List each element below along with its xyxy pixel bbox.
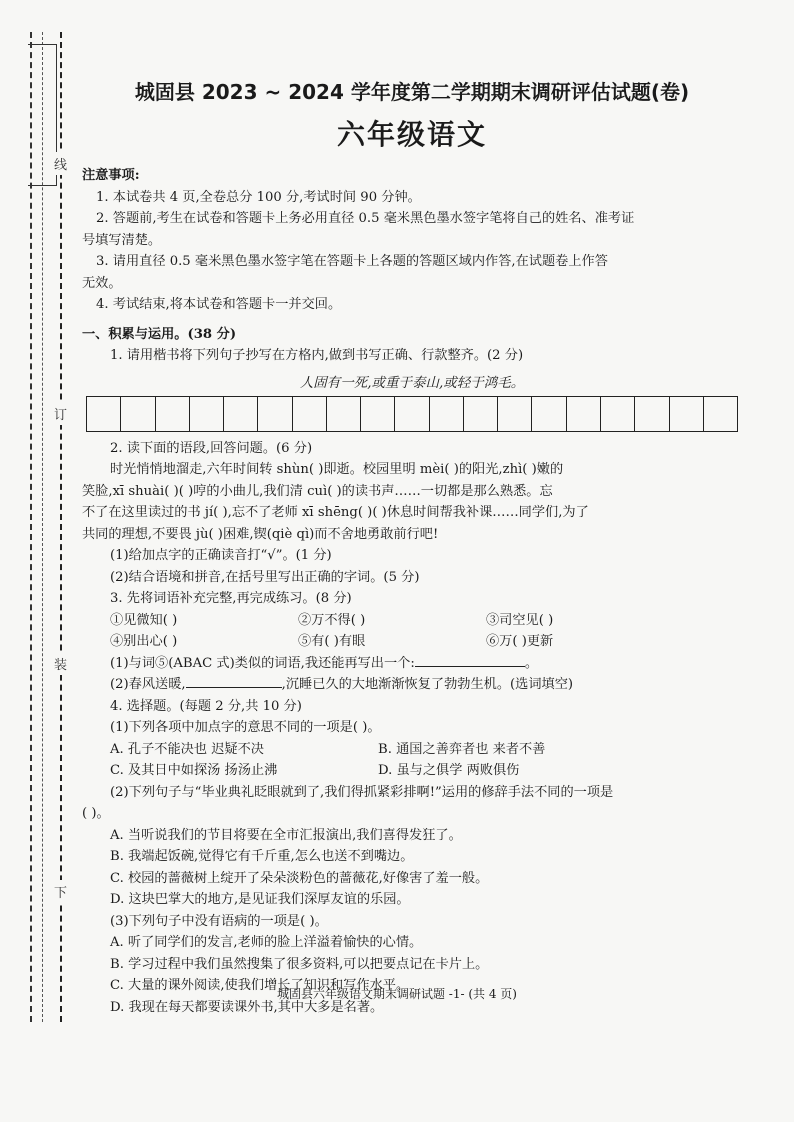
grid-cell[interactable] bbox=[361, 397, 395, 431]
grid-cell[interactable] bbox=[567, 397, 601, 431]
grid-cell[interactable] bbox=[327, 397, 361, 431]
choice-stem: (3)下列句子中没有语病的一项是( )。 bbox=[110, 913, 328, 929]
copy-sentence: 人固有一死,或重于泰山,或轻于鸿毛。 bbox=[299, 374, 525, 391]
notice-item: 无效。 bbox=[82, 275, 122, 291]
idiom-item: ①见微知( ) bbox=[110, 612, 178, 628]
passage-line: 笑脸,xī shuài( )( )哼的小曲儿,我们清 cuì( )的读书声……一切都是那么熟悉。忘 bbox=[82, 483, 553, 499]
notice-block bbox=[82, 165, 742, 316]
dashed-line bbox=[60, 32, 62, 1022]
passage-line: 时光悄悄地溜走,六年时间转 shùn( )即逝。校园里明 mèi( )的阳光,zhì( )嫩的 bbox=[110, 462, 564, 477]
notice-item: 3. 请用直径 0.5 毫米黑色墨水签字笔在答题卡上各题的答题区域内作答,在试题卷上作答 bbox=[96, 254, 608, 269]
exam-subtitle: 六年级语文 bbox=[336, 118, 487, 151]
choice-option: C. 及其日中如探汤 扬汤止沸 bbox=[110, 763, 278, 778]
question-2: 2. 读下面的语段,回答问题。(6 分) bbox=[110, 440, 313, 456]
idiom-item: ⑥万( )更新 bbox=[486, 634, 554, 649]
grid-cell[interactable] bbox=[156, 397, 190, 431]
grid-cell[interactable] bbox=[190, 397, 224, 431]
binding-box bbox=[28, 44, 57, 186]
notice-heading: 注意事项: bbox=[82, 168, 140, 183]
section-heading: 一、积累与运用。(38 分) bbox=[82, 326, 237, 342]
choice-option: B. 通国之善弈者也 来者不善 bbox=[378, 741, 546, 757]
choice-option: B. 我端起饭碗,觉得它有千斤重,怎么也送不到嘴边。 bbox=[110, 849, 414, 864]
grid-cell[interactable] bbox=[498, 397, 532, 431]
grid-cell[interactable] bbox=[430, 397, 464, 431]
grid-cell[interactable] bbox=[635, 397, 669, 431]
sub-question: (2)结合语境和拼音,在括号里写出正确的字词。(5 分) bbox=[110, 569, 420, 585]
page-footer: 城固县六年级语文期末调研试题 -1- (共 4 页) bbox=[276, 987, 517, 1001]
choice-row bbox=[82, 760, 742, 782]
binding-word: 下 bbox=[54, 880, 67, 903]
sub-question: (2)春风送暖, ,沉睡已久的大地渐渐恢复了勃勃生机。(选词填空) bbox=[82, 674, 742, 696]
notice-item: 4. 考试结束,将本试卷和答题卡一并交回。 bbox=[96, 297, 342, 312]
choice-option: A. 孔子不能决也 迟疑不决 bbox=[110, 741, 264, 757]
choice-stem: (1)下列各项中加点字的意思不同的一项是( )。 bbox=[110, 720, 381, 735]
exam-content bbox=[82, 70, 742, 1018]
grid-cell[interactable] bbox=[670, 397, 704, 431]
sub-question: (1)与词⑤(ABAC 式)类似的词语,我还能再写出一个: 。 bbox=[82, 653, 742, 675]
notice-item: 1. 本试卷共 4 页,全卷总分 100 分,考试时间 90 分钟。 bbox=[96, 189, 421, 205]
choice-stem: (2)下列句子与“毕业典礼眨眼就到了,我们得抓紧彩排啊!”运用的修辞手法不同的一项是 bbox=[110, 784, 614, 800]
grid-cell[interactable] bbox=[704, 397, 737, 431]
notice-item: 2. 答题前,考生在试卷和答题卡上务必用直径 0.5 毫米黑色墨水签字笔将自己的姓名、准考证 bbox=[96, 211, 635, 226]
choice-option: B. 学习过程中我们虽然搜集了很多资料,可以把要点记在卡片上。 bbox=[110, 956, 489, 972]
passage-line: 共同的理想,不要畏 jù( )困难,锲(qiè qì)而不舍地勇敢前行吧! bbox=[82, 526, 439, 542]
grid-cell[interactable] bbox=[224, 397, 258, 431]
grid-cell[interactable] bbox=[293, 397, 327, 431]
grid-cell[interactable] bbox=[532, 397, 566, 431]
grid-cell[interactable] bbox=[87, 397, 121, 431]
choice-stem-end: ( )。 bbox=[82, 806, 110, 821]
choice-option: C. 大量的课外阅读,使我们增长了知识和写作水平。 bbox=[110, 978, 410, 993]
choice-option: A. 当听说我们的节目将要在全市汇报演出,我们喜得发狂了。 bbox=[110, 827, 462, 843]
idiom-item: ②万不得( ) bbox=[298, 612, 366, 628]
answer-blank[interactable] bbox=[415, 653, 525, 667]
question-1: 1. 请用楷书将下列句子抄写在方格内,做到书写正确、行款整齐。(2 分) bbox=[110, 348, 524, 363]
idiom-row bbox=[82, 610, 742, 632]
choice-option: D. 虽与之俱学 两败俱伤 bbox=[378, 763, 520, 778]
choice-option: D. 这块巴掌大的地方,是见证我们深厚友谊的乐园。 bbox=[110, 892, 410, 907]
binding-word: 订 bbox=[54, 402, 67, 425]
idiom-row bbox=[82, 631, 742, 653]
answer-blank[interactable] bbox=[186, 674, 282, 688]
choice-option: D. 我现在每天都要读课外书,其中大多是名著。 bbox=[110, 999, 384, 1015]
idiom-item: ③司空见( ) bbox=[486, 612, 554, 628]
question-3: 3. 先将词语补充完整,再完成练习。(8 分) bbox=[110, 591, 352, 606]
choice-option: C. 校园的蔷薇树上绽开了朵朵淡粉色的蔷薇花,好像害了羞一般。 bbox=[110, 870, 489, 886]
grid-cell[interactable] bbox=[395, 397, 429, 431]
grid-cell[interactable] bbox=[121, 397, 155, 431]
grid-cell[interactable] bbox=[464, 397, 498, 431]
sub-question: (1)给加点字的正确读音打“√”。(1 分) bbox=[110, 548, 332, 563]
exam-title: 城固县 2023 ~ 2024 学年度第二学期期末调研评估试题(卷) bbox=[134, 80, 690, 104]
writing-grid[interactable] bbox=[86, 396, 738, 432]
binding-word: 装 bbox=[54, 652, 67, 675]
grid-cell[interactable] bbox=[601, 397, 635, 431]
idiom-item: ⑤有( )有眼 bbox=[298, 634, 366, 649]
choice-option: A. 听了同学们的发言,老师的脸上洋溢着愉快的心情。 bbox=[110, 935, 423, 950]
notice-item: 号填写清楚。 bbox=[82, 232, 162, 248]
idiom-item: ④别出心( ) bbox=[110, 634, 178, 649]
choice-row bbox=[82, 739, 742, 761]
binding-word: 线 bbox=[54, 152, 67, 175]
question-4: 4. 选择题。(每题 2 分,共 10 分) bbox=[110, 698, 302, 714]
grid-cell[interactable] bbox=[258, 397, 292, 431]
binding-margin bbox=[20, 32, 72, 1022]
passage-line: 不了在这里读过的书 jí( ),忘不了老师 xī shēng( )( )休息时间帮我补课……同学们,为了 bbox=[82, 505, 589, 520]
